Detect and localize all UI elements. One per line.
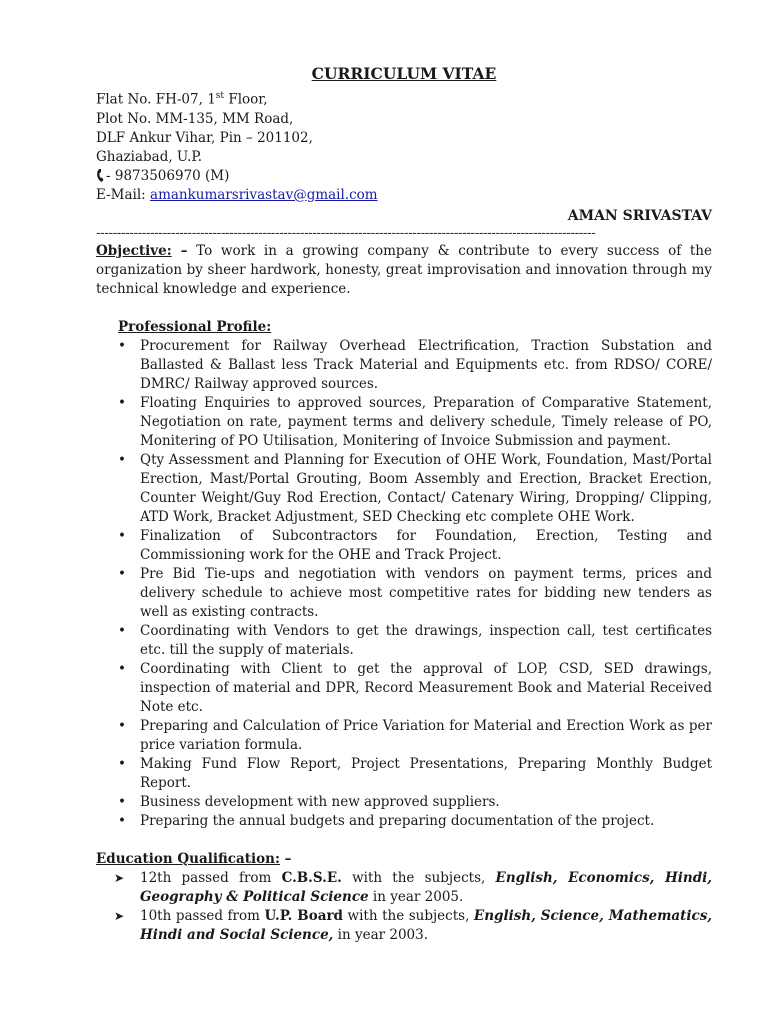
bullet-mark: • <box>118 622 126 639</box>
list-item-text: Procurement for Railway Overhead Electrification, Traction Substation and Ballasted & Ballast less Track Material and Equipments etc. from RDSO/ CORE/ DMRC/ Railway approved sources. <box>140 337 712 392</box>
education-heading-line <box>96 850 712 869</box>
profile-list <box>96 337 712 831</box>
list-item <box>118 451 712 527</box>
candidate-name: AMAN SRIVASTAV <box>567 207 712 224</box>
arrow-bullet-icon: ➤ <box>114 908 125 923</box>
list-item-text: Preparing the annual budgets and preparing documentation of the project. <box>140 812 655 829</box>
list-item-text: Qty Assessment and Planning for Execution of OHE Work, Foundation, Mast/Portal Erection, Mast/Portal Grouting, Boom Assembly and Erection, Bracket Erection, Counter Weight/Guy Rod Erection, Contact/ Catenary Wiring, Dropping/ Clipping, ATD Work, Bracket Adjustment, SED Checking etc complete OHE Work. <box>140 451 712 525</box>
divider-line: ------------------------------------------------------------------------------------------------------------------------ <box>96 225 596 240</box>
email-line <box>96 186 712 205</box>
education-list <box>96 869 712 945</box>
list-item <box>118 622 712 660</box>
education-dash: – <box>279 850 292 867</box>
list-item <box>114 869 712 907</box>
phone-number: - 9873506970 (M) <box>106 167 230 184</box>
list-item <box>118 337 712 394</box>
list-item-text: Preparing and Calculation of Price Variation for Material and Erection Work as per price variation formula. <box>140 717 712 753</box>
edu-year: in year 2003. <box>333 926 429 943</box>
objective-label: Objective: <box>96 242 172 259</box>
address-line-4: Ghaziabad, U.P. <box>96 148 202 165</box>
list-item-text: Making Fund Flow Report, Project Presentations, Preparing Monthly Budget Report. <box>140 755 712 791</box>
edu-subjects: English, Science, Mathematics, Hindi and Social Science, <box>140 907 712 943</box>
edu-text: 10th passed from <box>140 907 265 924</box>
address-line-3: DLF Ankur Vihar, Pin – 201102, <box>96 129 313 146</box>
list-item <box>118 394 712 451</box>
edu-text: 12th passed from <box>140 869 282 886</box>
arrow-bullet-icon: ➤ <box>114 870 125 885</box>
list-item <box>118 565 712 622</box>
objective-dash: – <box>171 242 188 259</box>
edu-board: U.P. Board <box>264 907 343 924</box>
education-heading: Education Qualification: <box>96 850 280 867</box>
edu-board: C.B.S.E. <box>281 869 342 886</box>
edu-subjects: English, Economics, Hindi, Geography & Political Science <box>140 869 712 905</box>
list-item-text: Coordinating with Client to get the approval of LOP, CSD, SED drawings, inspection of material and DPR, Record Measurement Book and Material Received Note etc. <box>140 660 712 715</box>
address-line-1 <box>96 87 712 110</box>
professional-profile-heading: Professional Profile: <box>118 318 272 335</box>
edu-text: with the subjects, <box>343 907 474 924</box>
bullet-mark: • <box>118 337 126 354</box>
list-item <box>114 907 712 945</box>
bullet-mark: • <box>118 527 126 544</box>
phone-icon <box>96 169 106 182</box>
edu-year: in year 2005. <box>368 888 464 905</box>
address-block <box>96 87 712 205</box>
list-item <box>118 527 712 565</box>
bullet-mark: • <box>118 793 126 810</box>
objective-paragraph <box>96 242 712 299</box>
list-item <box>118 812 712 831</box>
address-line-1-end: Floor, <box>224 91 268 108</box>
bullet-mark: • <box>118 565 126 582</box>
list-item <box>118 793 712 812</box>
list-item-text: Floating Enquiries to approved sources, Preparation of Comparative Statement, Negotiation on rate, payment terms and delivery schedule, Timely release of PO, Monitering of PO Utilisation, Monitering of Invoice Submission and payment. <box>140 394 712 449</box>
bullet-mark: • <box>118 812 126 829</box>
address-line-2: Plot No. MM-135, MM Road, <box>96 110 294 127</box>
bullet-mark: • <box>118 717 126 734</box>
bullet-mark: • <box>118 660 126 677</box>
email-link[interactable]: amankumarsrivastav@gmail.com <box>150 186 378 203</box>
document-title: CURRICULUM VITAE <box>311 64 497 83</box>
bullet-mark: • <box>118 394 126 411</box>
list-item <box>118 717 712 755</box>
list-item-text: Pre Bid Tie-ups and negotiation with vendors on payment terms, prices and delivery schedule to achieve most competitive rates for bidding new tenders as well as existing contracts. <box>140 565 712 620</box>
list-item-text: Coordinating with Vendors to get the drawings, inspection call, test certificates etc. till the supply of materials. <box>140 622 712 658</box>
list-item-text: Business development with new approved suppliers. <box>140 793 500 810</box>
ordinal-suffix: st <box>215 91 225 101</box>
list-item-text: Finalization of Subcontractors for Foundation, Erection, Testing and Commissioning work for the OHE and Track Project. <box>140 527 712 563</box>
phone-line <box>96 167 712 186</box>
email-label: E-Mail: <box>96 186 151 203</box>
address-line-1-text: Flat No. FH-07, 1 <box>96 91 216 108</box>
objective-text: To work in a growing company & contribute to every success of the organization by sheer hardwork, honesty, great improvisation and innovation through my technical knowledge and experience. <box>96 242 712 297</box>
bullet-mark: • <box>118 755 126 772</box>
list-item <box>118 660 712 717</box>
edu-text: with the subjects, <box>341 869 496 886</box>
bullet-mark: • <box>118 451 126 468</box>
list-item <box>118 755 712 793</box>
